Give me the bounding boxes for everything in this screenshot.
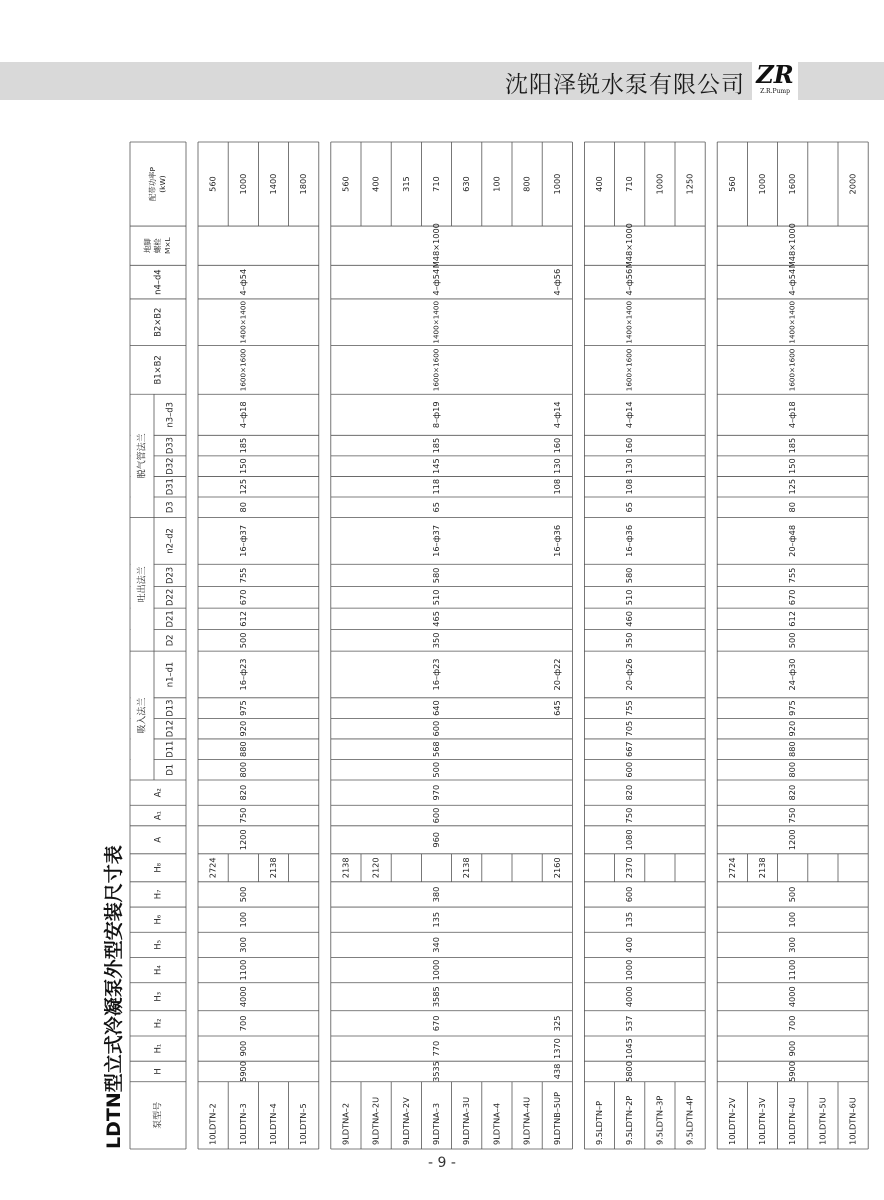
column-header-5: H₄ bbox=[152, 965, 163, 975]
power-cell: 100 bbox=[491, 176, 502, 192]
model-cell: 9LDTNA–2V bbox=[400, 1097, 411, 1145]
power-cell: 1000 bbox=[757, 173, 767, 195]
h8-cell: 2138 bbox=[461, 857, 472, 879]
shared-cell: 350 bbox=[431, 632, 441, 649]
shared-cell: 100 bbox=[787, 911, 798, 928]
shared-cell: 820 bbox=[787, 784, 798, 801]
power-cell: 1000 bbox=[237, 173, 248, 195]
shared-cell: 4–ф18 bbox=[787, 401, 798, 429]
shared-cell: 135 bbox=[431, 911, 441, 928]
shared-cell: 16–ф36 bbox=[624, 524, 635, 557]
column-header-17: n1–d1 bbox=[164, 661, 175, 688]
model-cell: 9.5LDTN–P bbox=[594, 1100, 604, 1145]
shared-cell: 4–ф54 bbox=[431, 268, 441, 296]
last-row-cell: 1370 bbox=[551, 1038, 562, 1060]
shared-cell: 16–ф23 bbox=[237, 658, 248, 691]
h8-cell: 2138 bbox=[268, 857, 278, 879]
shared-cell: 135 bbox=[624, 911, 635, 928]
shared-cell: 20–ф48 bbox=[787, 524, 798, 557]
shared-cell: 1400×1400 bbox=[238, 300, 248, 344]
shared-cell: 145 bbox=[431, 458, 441, 474]
power-cell: 1000 bbox=[654, 173, 665, 195]
power-cell: 560 bbox=[726, 176, 737, 192]
last-row-cell: 4–ф14 bbox=[551, 401, 562, 429]
column-header-31: 螺栓 bbox=[153, 238, 162, 254]
shared-cell: 1600×1600 bbox=[624, 348, 634, 392]
shared-cell: 4000 bbox=[624, 986, 635, 1008]
column-header-20: D22 bbox=[164, 588, 175, 606]
power-cell: 2000 bbox=[847, 173, 858, 195]
shared-cell: 500 bbox=[431, 761, 441, 778]
shared-cell: 975 bbox=[237, 700, 248, 716]
shared-cell: 755 bbox=[624, 700, 635, 716]
logo-mark: ZR bbox=[756, 60, 794, 89]
shared-cell: 500 bbox=[237, 632, 248, 649]
column-header-10: A bbox=[152, 836, 163, 843]
shared-cell: 1600×1600 bbox=[787, 348, 797, 392]
power-cell: 1400 bbox=[268, 173, 278, 195]
shared-cell: 300 bbox=[787, 937, 798, 953]
shared-cell: 4–ф56 bbox=[624, 268, 635, 296]
shared-cell: 185 bbox=[431, 437, 441, 454]
column-header-2: H₁ bbox=[152, 1043, 163, 1054]
column-header-26: D33 bbox=[164, 437, 175, 455]
shared-cell: 300 bbox=[237, 937, 248, 953]
shared-cell: 800 bbox=[787, 761, 798, 778]
shared-cell: 580 bbox=[431, 567, 441, 584]
shared-cell: 350 bbox=[624, 632, 635, 649]
column-header-22: n2–d2 bbox=[164, 528, 175, 554]
shared-cell: 80 bbox=[787, 502, 798, 513]
last-row-cell: 438 bbox=[551, 1063, 562, 1080]
company-name: 沈阳泽锐水泵有限公司 bbox=[505, 72, 745, 98]
shared-cell: 1100 bbox=[787, 959, 798, 981]
company-logo bbox=[752, 62, 798, 100]
shared-cell: 5900 bbox=[787, 1061, 798, 1082]
shared-cell: 970 bbox=[431, 784, 441, 801]
shared-cell: 580 bbox=[624, 567, 635, 584]
column-header-32: (kW)配带功率P(kW) bbox=[158, 175, 167, 193]
model-cell: 9LDTNA–4U bbox=[521, 1096, 532, 1145]
shared-cell: 5800 bbox=[624, 1061, 635, 1082]
last-row-cell: 160 bbox=[551, 437, 562, 454]
shared-cell: 340 bbox=[431, 937, 441, 953]
model-cell: 9.5LDTN–4P bbox=[684, 1095, 695, 1145]
last-row-cell: 108 bbox=[551, 478, 562, 495]
shared-cell: 975 bbox=[787, 700, 798, 716]
column-header-4: H₃ bbox=[152, 991, 163, 1002]
model-cell: 10LDTN–2V bbox=[726, 1097, 737, 1145]
shared-cell: 118 bbox=[431, 478, 441, 495]
model-cell: 9LDTNA–3 bbox=[431, 1102, 441, 1145]
column-header-19: D21 bbox=[164, 610, 175, 628]
shared-cell: 4–ф54 bbox=[237, 268, 248, 296]
shared-cell: 108 bbox=[624, 478, 635, 495]
power-cell: 800 bbox=[521, 176, 532, 192]
shared-cell: 16–ф37 bbox=[431, 524, 441, 557]
shared-cell: 755 bbox=[787, 567, 798, 584]
power-cell: 400 bbox=[594, 176, 604, 192]
shared-cell: 820 bbox=[237, 784, 248, 801]
shared-cell: 750 bbox=[787, 807, 798, 824]
h8-cell: 2160 bbox=[551, 857, 562, 879]
model-cell: 9LDTNA–2U bbox=[370, 1096, 381, 1145]
shared-cell: 670 bbox=[787, 589, 798, 606]
column-header-0: 泵型号 bbox=[153, 1101, 164, 1129]
shared-cell: 65 bbox=[431, 502, 441, 513]
table-title: LDTN型立式冷凝泵外型安装尺寸表 bbox=[103, 845, 125, 1149]
shared-cell: 80 bbox=[237, 502, 248, 513]
power-cell: 400 bbox=[370, 176, 381, 192]
column-header-24: D31 bbox=[164, 478, 175, 496]
shared-cell: 1200 bbox=[237, 829, 248, 851]
shared-cell: 1080 bbox=[624, 829, 635, 851]
shared-cell: 500 bbox=[787, 632, 798, 649]
power-cell: 1000 bbox=[551, 173, 562, 195]
shared-cell: 4000 bbox=[787, 986, 798, 1008]
h8-cell: 2724 bbox=[726, 857, 737, 879]
shared-cell: 8–ф19 bbox=[431, 401, 441, 429]
column-header-1: H bbox=[152, 1068, 163, 1075]
column-header-3: H₂ bbox=[152, 1018, 163, 1029]
shared-cell: 600 bbox=[624, 886, 635, 903]
column-header-29: B2×B2 bbox=[152, 307, 163, 337]
logo-text: Z.R.Pump bbox=[760, 88, 790, 95]
shared-cell: 24–ф30 bbox=[787, 658, 798, 691]
model-cell: 10LDTN–5 bbox=[298, 1103, 309, 1145]
shared-cell: 500 bbox=[787, 886, 798, 903]
column-header-27: n3–d3 bbox=[164, 402, 175, 428]
shared-cell: 460 bbox=[624, 611, 635, 627]
h8-cell: 2138 bbox=[340, 857, 351, 879]
model-cell: 10LDTN–6U bbox=[847, 1097, 858, 1145]
shared-cell: 600 bbox=[624, 761, 635, 778]
model-cell: 9.5LDTN–3P bbox=[654, 1095, 665, 1145]
column-header-8: H₇ bbox=[152, 889, 163, 900]
power-cell: 1600 bbox=[787, 173, 798, 195]
column-header-13: D1 bbox=[164, 763, 175, 776]
shared-cell: 65 bbox=[624, 502, 635, 513]
power-cell: 315 bbox=[400, 176, 411, 192]
shared-cell: 700 bbox=[237, 1015, 248, 1032]
last-row-cell: 4–ф56 bbox=[551, 268, 562, 296]
shared-cell: 185 bbox=[237, 437, 248, 454]
column-header-9: H₈ bbox=[152, 862, 163, 873]
column-header-23: D3 bbox=[164, 501, 175, 514]
shared-cell: 900 bbox=[787, 1040, 798, 1057]
model-cell: 10LDTN–3V bbox=[757, 1097, 767, 1145]
power-cell: 560 bbox=[340, 176, 351, 192]
shared-cell: 1000 bbox=[431, 959, 441, 981]
shared-cell: 16–ф37 bbox=[237, 524, 248, 557]
shared-cell: 150 bbox=[237, 458, 248, 474]
shared-cell: 1600×1600 bbox=[238, 348, 248, 392]
dimension-table bbox=[130, 142, 858, 1149]
model-cell: 10LDTN–2 bbox=[207, 1103, 218, 1145]
column-header-18: D2 bbox=[164, 634, 175, 647]
model-cell: 9LDTNA–4 bbox=[491, 1102, 502, 1145]
shared-cell: 770 bbox=[431, 1040, 441, 1057]
shared-cell: 568 bbox=[431, 741, 441, 758]
shared-cell: 750 bbox=[624, 807, 635, 824]
shared-cell: 1400×1400 bbox=[431, 300, 441, 344]
shared-cell: 1400×1400 bbox=[624, 300, 634, 344]
shared-cell: M48×1000 bbox=[787, 223, 798, 269]
shared-cell: 4–ф18 bbox=[237, 401, 248, 429]
model-cell: 9LDTNA–3U bbox=[461, 1096, 472, 1145]
shared-cell: 100 bbox=[237, 911, 248, 928]
shared-cell: 130 bbox=[624, 458, 635, 474]
shared-cell: 185 bbox=[787, 437, 798, 454]
shared-cell: 20–ф26 bbox=[624, 658, 635, 691]
shared-cell: M48×1000 bbox=[624, 223, 635, 269]
shared-cell: M48×1000 bbox=[431, 223, 441, 269]
shared-cell: 670 bbox=[237, 589, 248, 606]
shared-cell: 612 bbox=[237, 611, 248, 627]
shared-cell: 510 bbox=[624, 589, 635, 606]
model-cell: 9.5LDTN–2P bbox=[624, 1095, 635, 1145]
shared-cell: 960 bbox=[431, 831, 441, 848]
column-header-32: 配带功率P bbox=[148, 167, 157, 202]
shared-cell: 640 bbox=[431, 700, 441, 716]
shared-cell: 380 bbox=[431, 886, 441, 903]
h8-cell: 2138 bbox=[757, 857, 767, 879]
model-cell: 10LDTN–4U bbox=[787, 1097, 798, 1145]
shared-cell: 600 bbox=[431, 807, 441, 824]
shared-cell: 1600×1600 bbox=[431, 348, 441, 392]
shared-cell: 1100 bbox=[237, 959, 248, 981]
column-header-25: D32 bbox=[164, 457, 175, 475]
shared-cell: 510 bbox=[431, 589, 441, 606]
group-header-label-outlet: 吐出法兰 bbox=[137, 566, 148, 603]
shared-cell: 820 bbox=[624, 784, 635, 801]
shared-cell: 125 bbox=[237, 478, 248, 495]
shared-cell: 1200 bbox=[787, 829, 798, 851]
shared-cell: 1400×1400 bbox=[787, 300, 797, 344]
shared-cell: 3535 bbox=[431, 1061, 441, 1082]
power-cell: 630 bbox=[461, 176, 472, 192]
column-header-11: A₁ bbox=[152, 810, 163, 821]
shared-cell: 700 bbox=[787, 1015, 798, 1032]
shared-cell: 500 bbox=[237, 886, 248, 903]
group-header-label-vent: 脱气管法兰 bbox=[137, 433, 148, 479]
shared-cell: 880 bbox=[787, 741, 798, 758]
shared-cell: 667 bbox=[624, 741, 635, 758]
model-cell: 10LDTN–5U bbox=[817, 1097, 828, 1145]
shared-cell: 705 bbox=[624, 720, 635, 737]
shared-cell: 800 bbox=[237, 761, 248, 778]
shared-cell: 900 bbox=[237, 1040, 248, 1057]
shared-cell: 1045 bbox=[624, 1038, 635, 1060]
shared-cell: 150 bbox=[787, 458, 798, 474]
power-cell: 1250 bbox=[684, 173, 695, 195]
shared-cell: 16–ф23 bbox=[431, 658, 441, 691]
last-row-cell: 130 bbox=[551, 458, 562, 474]
rotated-page-content bbox=[100, 142, 858, 1149]
h8-cell: 2120 bbox=[370, 857, 381, 879]
shared-cell: 750 bbox=[237, 807, 248, 824]
power-cell: 560 bbox=[207, 176, 218, 192]
shared-cell: 4–ф54 bbox=[787, 268, 798, 296]
column-header-28: B1×B2 bbox=[152, 355, 163, 385]
shared-cell: 465 bbox=[431, 611, 441, 627]
shared-cell: 600 bbox=[431, 720, 441, 737]
last-row-cell: 16–ф36 bbox=[551, 524, 562, 557]
last-row-cell: 645 bbox=[551, 700, 562, 716]
shared-cell: 1000 bbox=[624, 959, 635, 981]
column-header-15: D12 bbox=[164, 720, 175, 738]
page-number: - 9 - bbox=[428, 1155, 456, 1171]
h8-cell: 2724 bbox=[207, 857, 218, 879]
power-cell: 1800 bbox=[298, 173, 309, 195]
column-header-12: A₂ bbox=[152, 788, 163, 798]
shared-cell: 3585 bbox=[431, 986, 441, 1008]
h8-cell: 2370 bbox=[624, 857, 635, 879]
shared-cell: 5900 bbox=[237, 1061, 248, 1082]
shared-cell: 4–ф14 bbox=[624, 401, 635, 429]
column-header-21: D23 bbox=[164, 566, 175, 584]
column-header-30: n4–d4 bbox=[152, 269, 163, 295]
shared-cell: 920 bbox=[237, 720, 248, 737]
shared-cell: 537 bbox=[624, 1015, 635, 1032]
shared-cell: 4000 bbox=[237, 986, 248, 1008]
shared-cell: 400 bbox=[624, 937, 635, 953]
power-cell: 710 bbox=[624, 176, 635, 192]
shared-cell: 125 bbox=[787, 478, 798, 495]
column-header-7: H₆ bbox=[152, 914, 163, 925]
shared-cell: 160 bbox=[624, 437, 635, 454]
model-cell: 9LDTNB–5UP bbox=[551, 1091, 562, 1145]
shared-cell: 920 bbox=[787, 720, 798, 737]
group-header-label-suction: 吸入法兰 bbox=[137, 697, 148, 734]
column-header-16: D13 bbox=[164, 699, 175, 717]
column-header-14: D11 bbox=[164, 740, 175, 758]
column-header-6: H₅ bbox=[152, 940, 163, 950]
model-cell: 10LDTN–4 bbox=[268, 1103, 278, 1145]
power-cell: 710 bbox=[431, 176, 441, 192]
last-row-cell: 325 bbox=[551, 1015, 562, 1032]
shared-cell: 612 bbox=[787, 611, 798, 627]
shared-cell: 880 bbox=[237, 741, 248, 758]
model-cell: 9LDTNA–2 bbox=[340, 1102, 351, 1145]
shared-cell: 755 bbox=[237, 567, 248, 584]
model-cell: 10LDTN–3 bbox=[237, 1103, 248, 1145]
column-header-31: 地脚 bbox=[143, 238, 152, 254]
last-row-cell: 20–ф22 bbox=[551, 658, 562, 691]
shared-cell: 670 bbox=[431, 1015, 441, 1032]
column-header-31: M×L地脚螺栓M×L bbox=[163, 237, 172, 255]
